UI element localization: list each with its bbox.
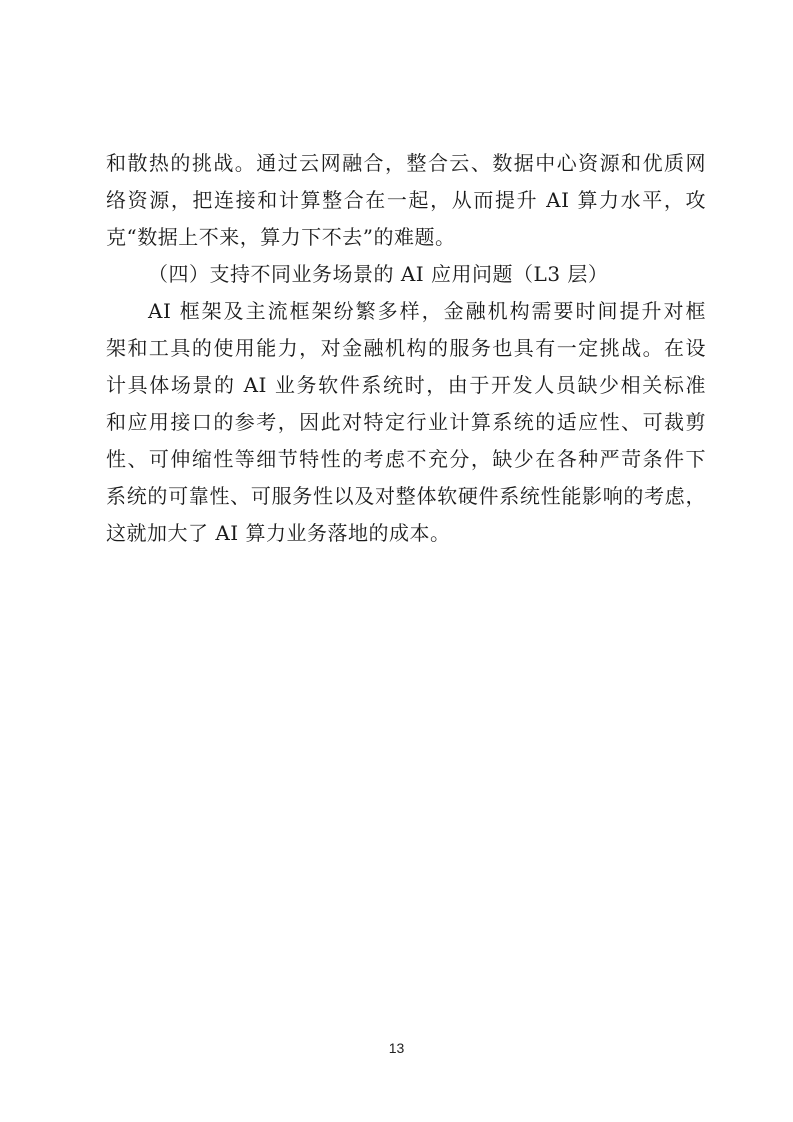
paragraph-line: AI 框架及主流框架纷繁多样，金融机构需要时间提升对框	[148, 299, 706, 323]
paragraph-line: 和散热的挑战。通过云网融合，整合云、数据中心资源和优质网	[106, 151, 706, 175]
section-heading: （四）支持不同业务场景的 AI 应用问题（L3 层）	[148, 262, 609, 286]
paragraph-line: 络资源，把连接和计算整合在一起，从而提升 AI 算力水平，攻	[106, 188, 706, 212]
paragraph-line: 架和工具的使用能力，对金融机构的服务也具有一定挑战。在设	[106, 336, 706, 360]
page-number: 13	[388, 1040, 405, 1056]
paragraph-line: 和应用接口的参考，因此对特定行业计算系统的适应性、可裁剪	[106, 410, 706, 434]
paragraph-line: 计具体场景的 AI 业务软件系统时，由于开发人员缺少相关标准	[106, 373, 706, 397]
paragraph-line: 克“数据上不来，算力下不去”的难题。	[106, 225, 456, 249]
paragraph-line: 系统的可靠性、可服务性以及对整体软硬件系统性能影响的考虑，	[106, 484, 706, 508]
document-body	[106, 145, 706, 552]
paragraph-line: 这就加大了 AI 算力业务落地的成本。	[106, 521, 451, 545]
paragraph-line: 性、可伸缩性等细节特性的考虑不充分，缺少在各种严苛条件下	[106, 447, 706, 471]
